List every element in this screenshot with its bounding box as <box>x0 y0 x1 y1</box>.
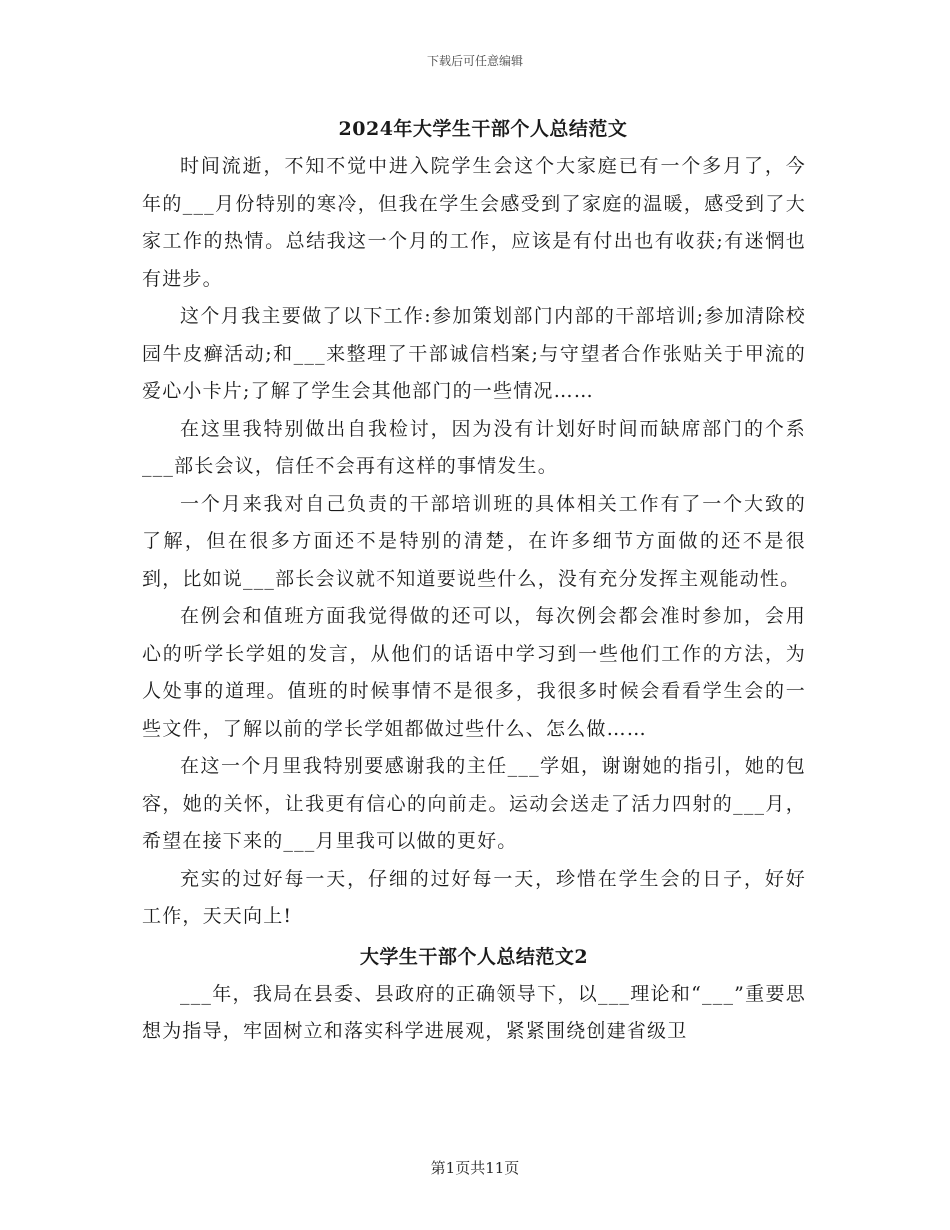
paragraph: 充实的过好每一天，仔细的过好每一天，珍惜在学生会的日子，好好工作，天天向上! <box>142 867 806 927</box>
paragraph: 在这里我特别做出自我检讨，因为没有计划好时间而缺席部门的个系___部长会议，信任不会再有这样的事情发生。 <box>142 417 806 477</box>
paragraph: 一个月来我对自己负责的干部培训班的具体相关工作有了一个大致的了解，但在很多方面还不是特别的清楚，在许多细节方面做的还不是很到，比如说___部长会议就不知道要说些什么，没有充分发挥主观能动性。 <box>142 492 806 590</box>
page-header-note: 下载后可任意编辑 <box>426 54 523 68</box>
paragraph: 时间流逝，不知不觉中进入院学生会这个大家庭已有一个多月了，今年的___月份特别的寒冷，但我在学生会感受到了家庭的温暖，感受到了大家工作的热情。总结我这一个月的工作，应该是有付出也有收获;有迷惘也有进步。 <box>142 155 806 290</box>
paragraph: ___年，我局在县委、县政府的正确领导下，以___理论和“___”重要思想为指导，牢固树立和落实科学进展观，紧紧围绕创建省级卫 <box>142 982 806 1042</box>
paragraph: 在这一个月里我特别要感谢我的主任___学姐，谢谢她的指引，她的包容，她的关怀，让我更有信心的向前走。运动会送走了活力四射的___月，希望在接下来的___月里我可以做的更好。 <box>142 755 806 852</box>
page-number-footer: 第1页共11页 <box>430 1159 520 1177</box>
paragraph: 在例会和值班方面我觉得做的还可以，每次例会都会准时参加，会用心的听学长学姐的发言，从他们的话语中学习到一些他们工作的方法，为人处事的道理。值班的时候事情不是很多，我很多时候会看看学生会的一些文件，了解以前的学长学姐都做过些什么、怎么做…… <box>142 605 806 740</box>
paragraph: 这个月我主要做了以下工作:参加策划部门内部的干部培训;参加清除校园牛皮癣活动;和___来整理了干部诚信档案;与守望者合作张贴关于甲流的爱心小卡片;了解了学生会其他部门的一些情况…… <box>142 305 806 402</box>
section-title: 大学生干部个人总结范文2 <box>359 945 589 968</box>
document-title: 2024年大学生干部个人总结范文 <box>338 118 628 140</box>
document-body <box>142 110 806 1051</box>
